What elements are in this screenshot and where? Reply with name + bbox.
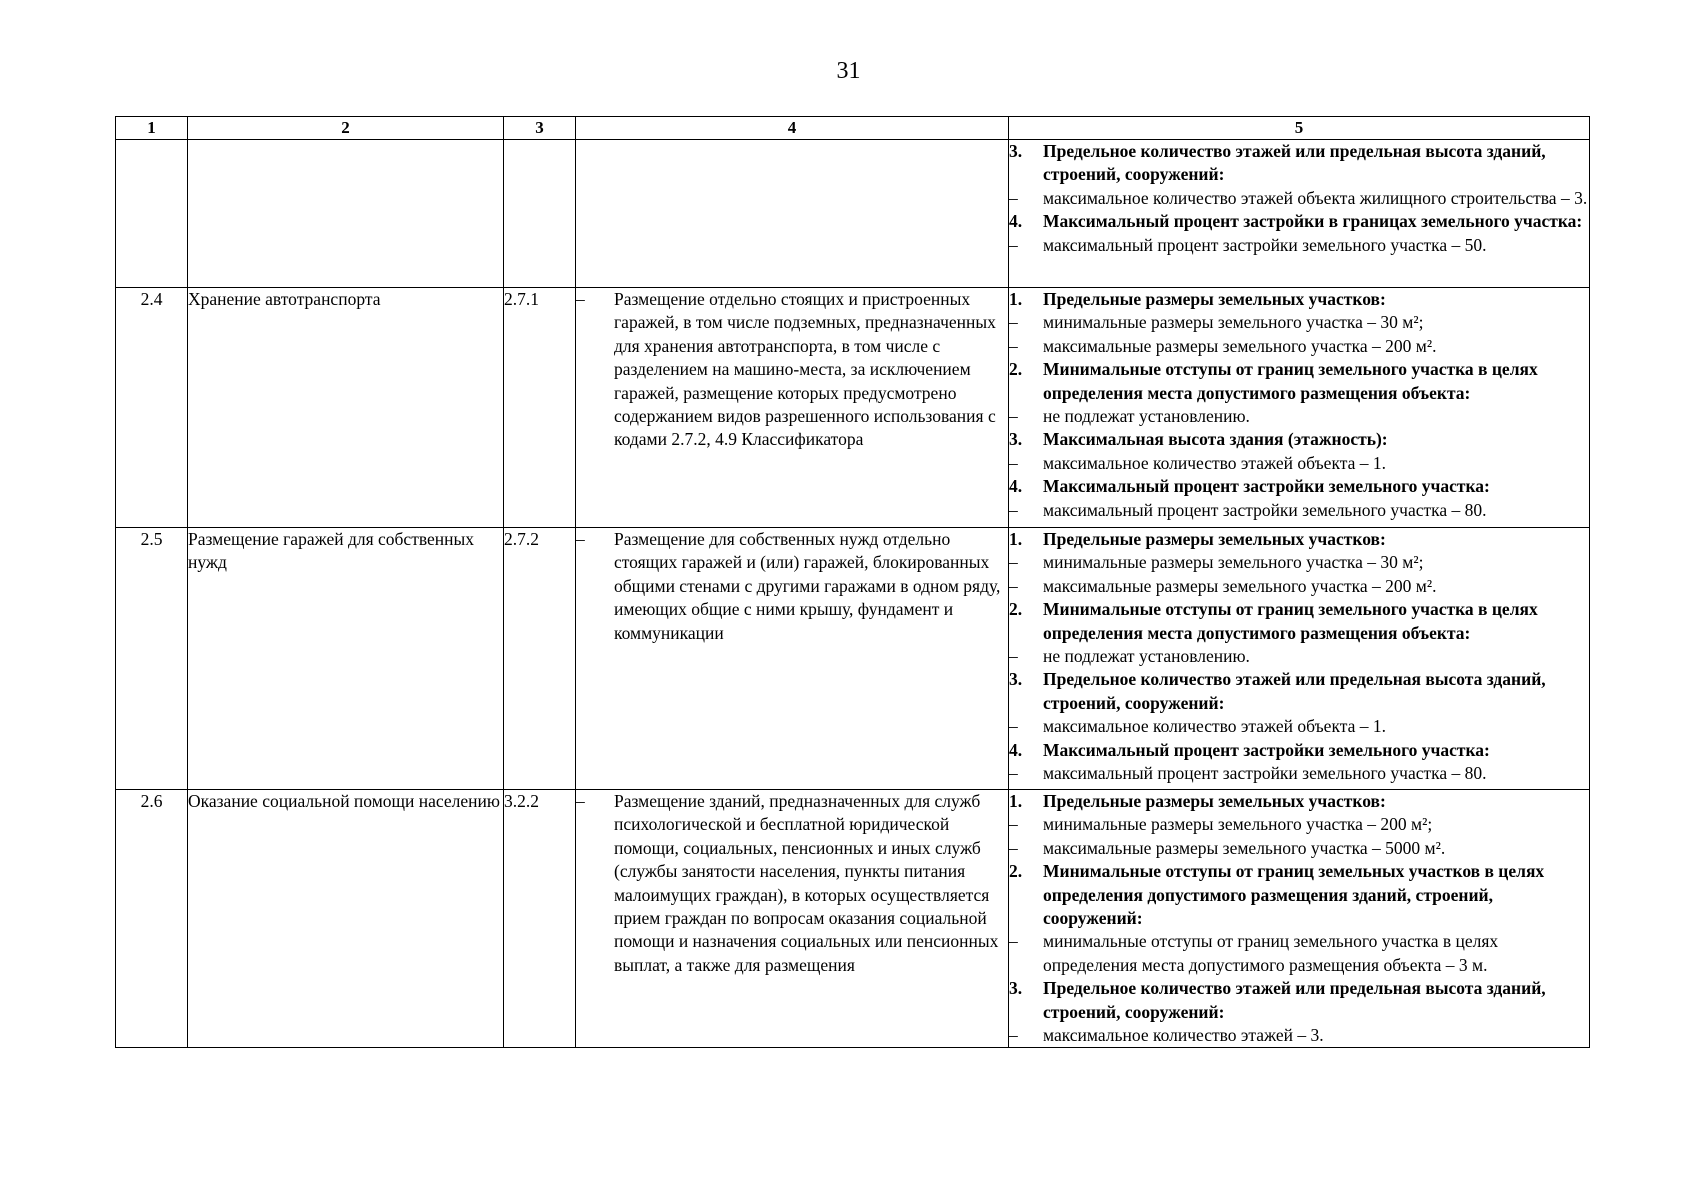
- list-marker: –: [1009, 716, 1018, 737]
- header-col-2: 2: [188, 117, 504, 140]
- list-text: Минимальные отступы от границ земельных участков в целях определения допустимого размещения зданий, строений, сооружений:: [1043, 861, 1545, 929]
- list-marker: 4.: [1009, 476, 1023, 497]
- list-marker: –: [1009, 187, 1018, 208]
- param-item: [1009, 499, 1589, 522]
- list-text: максимальное количество этажей объекта жилищного строительства – 3.: [1043, 187, 1588, 208]
- list-text: не подлежат установлению.: [1043, 646, 1250, 667]
- list-text: максимальный процент застройки земельного участка – 80.: [1043, 499, 1487, 520]
- list-text: Максимальный процент застройки земельного участка:: [1043, 476, 1490, 497]
- list-text: Размещение зданий, предназначенных для служб психологической и бесплатной юридической помощи, социальных, пенсионных и иных служб (службы занятости населения, пункты питания малоимущих граждан), в которых осуществляется прием граждан по вопросам оказания социальной помощи и назначения социальных или пенсионных выплат, а также для размещения: [614, 791, 999, 975]
- param-item: [1009, 762, 1589, 785]
- param-heading: [1009, 977, 1589, 1024]
- list-marker: –: [1009, 931, 1018, 952]
- list-marker: 1.: [1009, 289, 1023, 309]
- param-item: [1009, 930, 1589, 977]
- list-marker: 3.: [1009, 978, 1023, 999]
- param-heading: [1009, 140, 1589, 187]
- list-text: минимальные размеры земельного участка – 30 м²;: [1043, 312, 1424, 333]
- param-heading: [1009, 475, 1589, 498]
- description-item: [576, 288, 1008, 452]
- row-number-cell: 2.4: [116, 288, 188, 528]
- list-marker: –: [1009, 575, 1018, 596]
- list-marker: 2.: [1009, 599, 1023, 620]
- param-item: [1009, 234, 1589, 257]
- parameters-cell: [1009, 288, 1590, 528]
- list-text: максимальные размеры земельного участка – 200 м².: [1043, 575, 1437, 596]
- list-marker: –: [1009, 763, 1018, 784]
- list-text: минимальные отступы от границ земельного участка в целях определения места допустимого размещения объекта – 3 м.: [1043, 931, 1499, 975]
- list-marker: –: [576, 289, 585, 309]
- list-text: максимальный процент застройки земельного участка – 80.: [1043, 763, 1487, 784]
- param-heading: [1009, 860, 1589, 930]
- list-text: минимальные размеры земельного участка – 30 м²;: [1043, 552, 1424, 573]
- table-body: [116, 140, 1590, 1048]
- list-marker: 4.: [1009, 211, 1023, 232]
- param-item: [1009, 837, 1589, 860]
- param-heading: [1009, 790, 1589, 813]
- list-text: максимальное количество этажей объекта – 1.: [1043, 452, 1386, 473]
- param-item: [1009, 715, 1589, 738]
- param-item: [1009, 813, 1589, 836]
- param-item: [1009, 645, 1589, 668]
- list-text: Размещение для собственных нужд отдельно стоящих гаражей и (или) гаражей, блокированных общими стенами с другими гаражами в одном ряду, имеющих общие с ними крышу, фундамент и коммуникации: [614, 529, 1001, 643]
- list-marker: –: [1009, 814, 1018, 835]
- list-marker: –: [576, 791, 585, 811]
- list-text: Предельное количество этажей или предельная высота зданий, строений, сооружений:: [1043, 669, 1546, 713]
- list-marker: –: [1009, 234, 1018, 255]
- param-item: [1009, 187, 1589, 210]
- list-text: Максимальный процент застройки земельного участка:: [1043, 739, 1490, 760]
- description-cell: [576, 528, 1009, 790]
- parameters-cell: [1009, 790, 1590, 1048]
- param-heading: [1009, 358, 1589, 405]
- list-text: Минимальные отступы от границ земельного участка в целях определения места допустимого размещения объекта:: [1043, 599, 1538, 643]
- header-col-5: 5: [1009, 117, 1590, 140]
- param-item: [1009, 335, 1589, 358]
- list-text: максимальные размеры земельного участка – 5000 м².: [1043, 837, 1446, 858]
- table-row: [116, 140, 1590, 288]
- header-row: [116, 117, 1590, 140]
- classifier-code-cell: 3.2.2: [504, 790, 576, 1048]
- param-item: [1009, 575, 1589, 598]
- list-text: Максимальный процент застройки в границах земельного участка:: [1043, 211, 1583, 232]
- use-name-cell: Размещение гаражей для собственных нужд: [188, 528, 504, 790]
- list-text: Предельное количество этажей или предельная высота зданий, строений, сооружений:: [1043, 141, 1546, 185]
- header-col-1: 1: [116, 117, 188, 140]
- row-number-cell: 2.6: [116, 790, 188, 1048]
- param-heading: [1009, 288, 1589, 311]
- list-marker: –: [1009, 1025, 1018, 1046]
- list-text: Предельные размеры земельных участков:: [1043, 791, 1386, 811]
- table-row: [116, 790, 1590, 1048]
- use-name-cell: Хранение автотранспорта: [188, 288, 504, 528]
- param-item: [1009, 551, 1589, 574]
- description-item: [576, 790, 1008, 977]
- use-name-cell: Оказание социальной помощи населению: [188, 790, 504, 1048]
- param-heading: [1009, 428, 1589, 451]
- list-marker: 3.: [1009, 141, 1023, 161]
- list-marker: 1.: [1009, 791, 1023, 811]
- param-heading: [1009, 528, 1589, 551]
- param-item: [1009, 452, 1589, 475]
- list-marker: –: [1009, 837, 1018, 858]
- regulations-table: [115, 116, 1590, 1048]
- list-marker: –: [1009, 552, 1018, 573]
- list-marker: –: [1009, 406, 1018, 427]
- param-heading: [1009, 668, 1589, 715]
- list-text: минимальные размеры земельного участка – 200 м²;: [1043, 814, 1433, 835]
- parameters-cell: [1009, 140, 1590, 288]
- description-cell: [576, 790, 1009, 1048]
- page-number: 31: [836, 58, 861, 84]
- list-marker: 1.: [1009, 529, 1023, 549]
- classifier-code-cell: 2.7.1: [504, 288, 576, 528]
- list-marker: –: [576, 529, 585, 549]
- list-marker: 3.: [1009, 429, 1023, 450]
- list-text: Предельное количество этажей или предельная высота зданий, строений, сооружений:: [1043, 978, 1546, 1022]
- header-col-4: 4: [576, 117, 1009, 140]
- classifier-code-cell: [504, 140, 576, 288]
- list-text: Предельные размеры земельных участков:: [1043, 529, 1386, 549]
- header-col-3: 3: [504, 117, 576, 140]
- table-header: [116, 117, 1590, 140]
- row-number-cell: 2.5: [116, 528, 188, 790]
- description-item: [576, 528, 1008, 645]
- param-heading: [1009, 739, 1589, 762]
- list-marker: 4.: [1009, 739, 1023, 760]
- list-text: Максимальная высота здания (этажность):: [1043, 429, 1388, 450]
- list-marker: 3.: [1009, 669, 1023, 690]
- list-marker: –: [1009, 452, 1018, 473]
- list-text: Минимальные отступы от границ земельного участка в целях определения места допустимого размещения объекта:: [1043, 359, 1538, 403]
- parameters-cell: [1009, 528, 1590, 790]
- list-marker: –: [1009, 499, 1018, 520]
- table-row: [116, 288, 1590, 528]
- list-text: максимальный процент застройки земельного участка – 50.: [1043, 234, 1487, 255]
- list-text: максимальные размеры земельного участка – 200 м².: [1043, 335, 1437, 356]
- list-text: Размещение отдельно стоящих и пристроенных гаражей, в том числе подземных, предназначенных для хранения автотранспорта, в том числе с разделением на машино-места, за исключением гаражей, размещение которых предусмотрено содержанием видов разрешенного использования с кодами 2.7.2, 4.9 Классификатора: [614, 289, 996, 450]
- list-text: максимальное количество этажей объекта – 1.: [1043, 716, 1386, 737]
- list-marker: –: [1009, 335, 1018, 356]
- list-text: не подлежат установлению.: [1043, 406, 1250, 427]
- table-row: [116, 528, 1590, 790]
- list-text: Предельные размеры земельных участков:: [1043, 289, 1386, 309]
- row-number-cell: [116, 140, 188, 288]
- classifier-code-cell: 2.7.2: [504, 528, 576, 790]
- use-name-cell: [188, 140, 504, 288]
- param-item: [1009, 311, 1589, 334]
- param-item: [1009, 1024, 1589, 1047]
- list-marker: 2.: [1009, 861, 1023, 882]
- description-cell: [576, 288, 1009, 528]
- list-marker: 2.: [1009, 359, 1023, 380]
- list-marker: –: [1009, 646, 1018, 667]
- list-text: максимальное количество этажей – 3.: [1043, 1025, 1324, 1046]
- description-cell: [576, 140, 1009, 288]
- param-heading: [1009, 598, 1589, 645]
- param-item: [1009, 405, 1589, 428]
- param-heading: [1009, 210, 1589, 233]
- list-marker: –: [1009, 312, 1018, 333]
